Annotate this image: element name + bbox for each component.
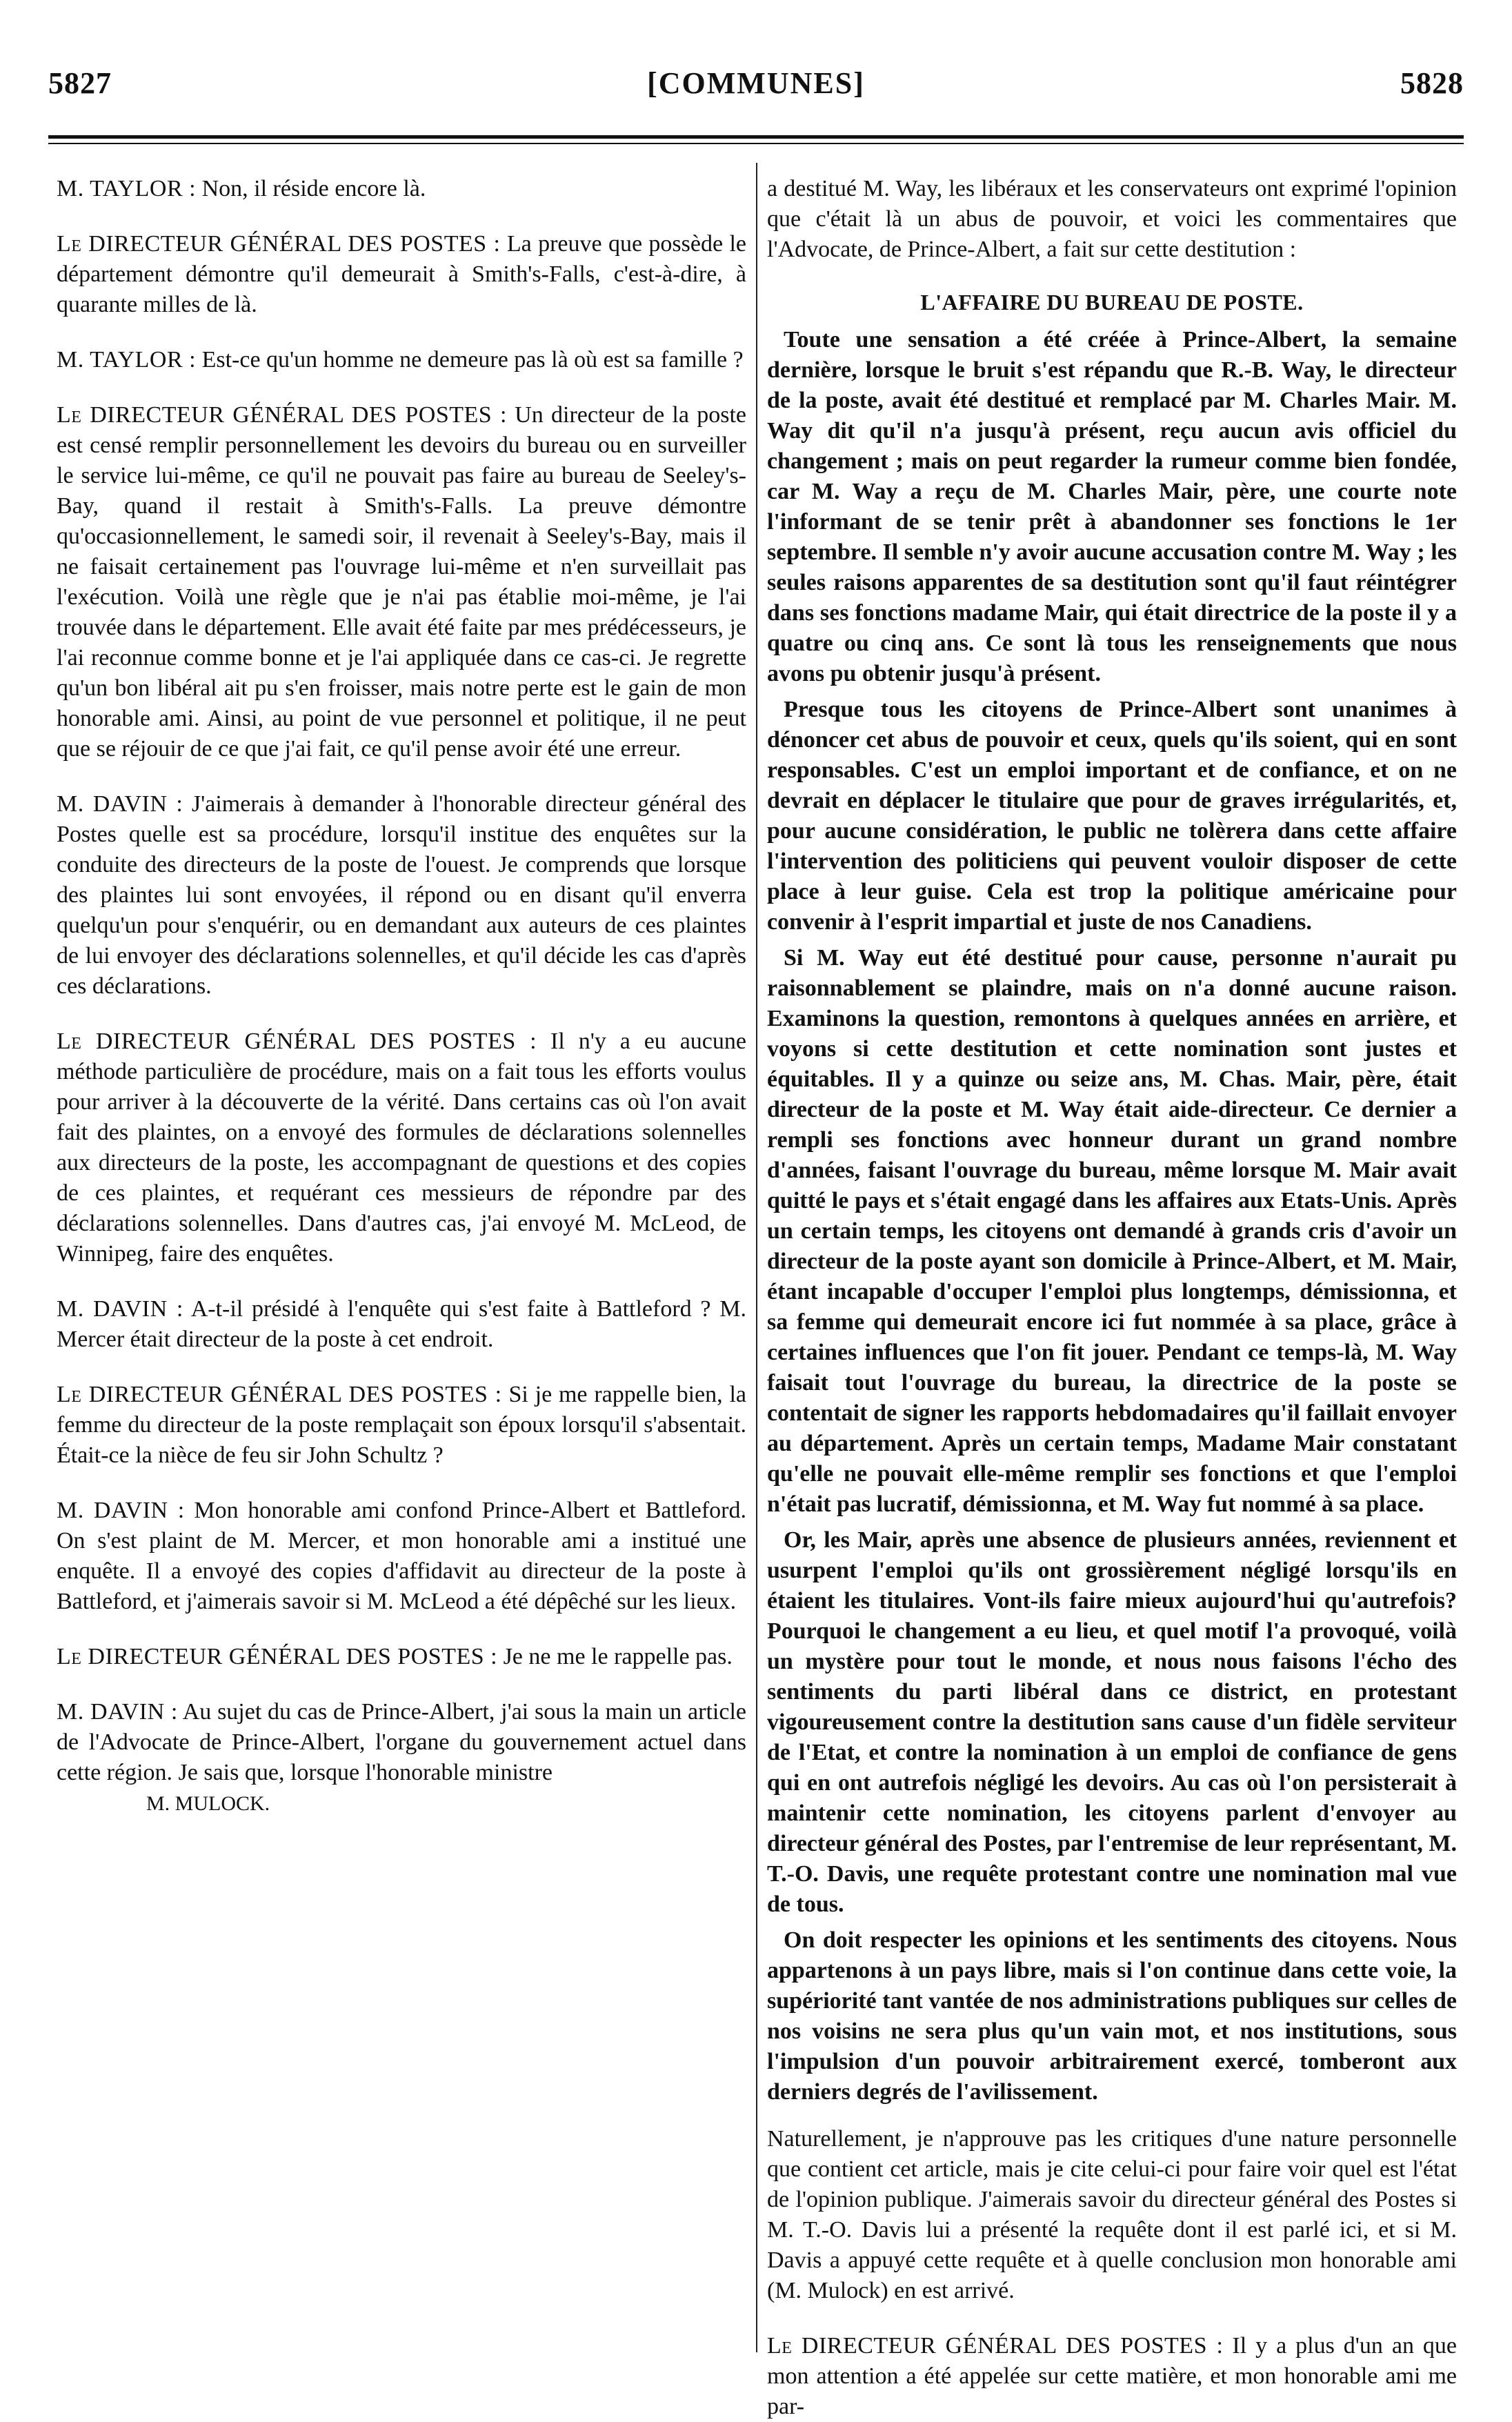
speaker-name: M. DAVIN :	[57, 1498, 185, 1523]
speaker-name: M. TAYLOR :	[57, 347, 197, 373]
clipping-paragraph: Presque tous les citoyens de Prince-Albert sont unanimes à dénoncer cet abus de pouvoir et ceux, quels qu'ils soient, qui en sont responsables. C'est un emploi important et de confiance, et on ne devrait en déplacer le titulaire que pour de graves irrégularités, et, pour aucune considération, le public ne tolèrera dans cette affaire l'intervention des politiciens qui peuvent vouloir disposer de cette place à leur guise. Cela est trop la politique américaine pour convenir à l'esprit impartial et juste de nos Canadiens.	[767, 697, 1457, 935]
speech-paragraph	[767, 2331, 1457, 2422]
left-page-number: 5827	[48, 66, 112, 100]
header-rule-thick	[48, 135, 1464, 139]
clipping-paragraph: Toute une sensation a été créée à Prince-Albert, la semaine dernière, lorsque le bruit s'est répandu que R.-B. Way, le directeur de la poste, avait été destitué et remplacé par M. Charles Mair. M. Way dit qu'il n'a jusqu'à présent, reçu aucun avis officiel du changement ; mais on peut regarder la rumeur comme bien fondée, car M. Way a reçu de M. Charles Mair, père, une courte note l'informant de se tenir prêt à abandonner ses fonctions le 1er septembre. Il semble n'y avoir aucune accusation contre M. Way ; les seules raisons apparentes de sa destitution sont qu'il faut réintégrer dans ses fonctions madame Mair, qui était directrice de la poste il y a quatre ou cinq ans. Ce sont là tous les renseignements que nous avons pu obtenir jusqu'à présent.	[767, 327, 1457, 686]
left-column	[57, 174, 746, 2352]
speech-paragraph	[57, 1697, 746, 1788]
speech-text: Est-ce qu'un homme ne demeure pas là où est sa famille ?	[196, 347, 744, 373]
column-divider	[756, 163, 757, 2352]
speech-paragraph	[57, 229, 746, 320]
speech-paragraph	[57, 1294, 746, 1355]
speech-text: J'aimerais à demander à l'honorable directeur général des Postes quelle est sa procédure, lorsqu'il institue des enquêtes sur la conduite des directeurs de la poste de l'ouest. Je comprends que lorsque des plaintes lui sont envoyées, il répond ou en disant qu'il enverra quelqu'un pour s'enquérir, ou en demandant aux auteurs de ces plaintes de lui envoyer des déclarations solennelles, et qu'il décide les cas d'après ces déclarations.	[57, 791, 746, 999]
clipping-paragraph: On doit respecter les opinions et les sentiments des citoyens. Nous appartenons à un pays libre, mais si l'on continue dans cette voie, la supériorité tant vantée de nos administrations publiques sur celles de nos voisins ne sera plus qu'un vain mot, et nos institutions, sous l'impulsion d'un pouvoir arbitrairement exercé, tomberont aux derniers degrés de l'avilissement.	[767, 1927, 1457, 2105]
speech-continuation: a destitué M. Way, les libéraux et les conservateurs ont exprimé l'opinion que c'était là un abus de pouvoir, et voici les commentaires que l'Advocate, de Prince-Albert, a fait sur cette destitution :	[767, 176, 1457, 262]
clipping-paragraph: Si M. Way eut été destitué pour cause, personne n'aurait pu raisonnablement se plaindre, mais on n'a donné aucune raison. Examinons la question, remontons à quelques années en arrière, et voyons si cette destitution et cette nomination sont justes et équitables. Il y a quinze ou seize ans, M. Chas. Mair, père, était directeur de la poste et M. Way était aide-directeur. Ce dernier a rempli ses fonctions avec honneur durant un grand nombre d'années, faisant l'ouvrage du bureau, même lorsque M. Mair avait quitté le pays et s'était engagé dans les affaires aux Etats-Unis. Après un certain temps, les citoyens ont demandé à grands cris d'avoir un directeur de la poste ayant son domicile à Prince-Albert, et M. Mair, étant incapable d'occuper l'emploi plus longtemps, démissionna, et sa femme qui demeurait encore ici fut nommée à sa place, grâce à certaines influences que l'on fit jouer. Pendant ce temps-là, M. Way faisait tout l'ouvrage du bureau, la directrice de la poste se contentait de signer les rapports hebdomadaires qu'il faillait envoyer au département. Après un certain temps, Madame Mair constatant qu'elle ne pouvait elle-même remplir ses fonctions et que l'emploi n'était pas lucratif, démissionna, et M. Way fut nommé à sa place.	[767, 945, 1457, 1517]
right-page-number: 5828	[1400, 66, 1464, 100]
speaker-name: M. DAVIN :	[57, 1296, 183, 1322]
clipping-paragraph: Or, les Mair, après une absence de plusieurs années, reviennent et usurpent l'emploi qu'ils ont grossièrement négligé lorsqu'ils en étaient les titulaires. Vont-ils faire mieux aujourd'hui qu'autrefois? Pourquoi le changement a eu lieu, et quel motif l'a provoqué, voilà un mystère pour tout le monde, et nous nous faisons l'écho des sentiments du parti libéral dans ce district, en protestant vigoureusement contre la destitution sans cause d'un fidèle serviteur de l'Etat, et contre la nomination à un emploi de confiance de gens qui en ont autrefois négligé les devoirs. Au cas où l'on persisterait à maintenir cette nomination, les citoyens parlent d'envoyer au directeur général des Postes, par l'entremise de leur représentant, M. T.-O. Davis, une requête protestant contre une nomination mal vue de tous.	[767, 1527, 1457, 1917]
page-header	[48, 55, 1464, 110]
right-column	[767, 174, 1457, 2419]
speech-paragraph	[57, 1642, 746, 1672]
header-rule-thin	[48, 143, 1464, 144]
article-title: L'AFFAIRE DU BUREAU DE POSTE.	[920, 290, 1304, 315]
speech-paragraph	[57, 400, 746, 764]
speech-text: Je ne me le rappelle pas.	[497, 1644, 733, 1669]
speaker-name: Le DIRECTEUR GÉNÉRAL DES POSTES :	[57, 1644, 498, 1669]
speech-paragraph: Naturellement, je n'approuve pas les critiques d'une nature personnelle que contient cet article, mais je cite celui-ci pour faire voir quel est l'état de l'opinion publique. J'aimerais savoir du directeur général des Postes si M. T.-O. Davis lui a présenté la requête dont il est parlé ici, et si M. Davis a appuyé cette requête et à quelle conclusion mon honorable ami (M. Mulock) en est arrivé.	[767, 2126, 1457, 2303]
speech-paragraph	[57, 789, 746, 1002]
speaker-name: Le DIRECTEUR GÉNÉRAL DES POSTES :	[767, 2333, 1224, 2359]
speaker-name: Le DIRECTEUR GÉNÉRAL DES POSTES :	[57, 1029, 537, 1054]
speaker-name: Le DIRECTEUR GÉNÉRAL DES POSTES :	[57, 402, 507, 428]
speech-text: A-t-il présidé à l'enquête qui s'est faite à Battleford ? M. Mercer était directeur de la poste à cet endroit.	[57, 1296, 746, 1352]
header-rule	[48, 135, 1464, 144]
speaker-name: Le DIRECTEUR GÉNÉRAL DES POSTES :	[57, 231, 501, 257]
speech-text: Un directeur de la poste est censé remplir personnellement les devoirs du bureau ou en surveiller le service lui-même, ce qu'il ne pouvait pas faire au bureau de Seeley's-Bay, quand il restait à Smith's-Falls. La preuve démontre qu'occasionnellement, le samedi soir, il revenait à Seeley's-Bay, mais il ne faisait certainement pas l'ouvrage lui-même et n'en surveillait pas l'exécution. Voilà une règle que je n'ai pas établie moi-même, je l'ai trouvée dans le département. Elle avait été faite par mes prédécesseurs, je l'ai reconnue comme bonne et je l'ai appliquée dans ce cas-ci. Je regrette qu'un bon libéral ait pu s'en froisser, mais notre perte est le gain de mon honorable ami. Ainsi, au point de vue personnel et politique, il ne peut que se réjouir de ce que j'ai fait, ce qu'il pense avoir été une erreur.	[57, 402, 746, 762]
speech-paragraph	[57, 174, 746, 204]
speech-paragraph	[57, 1026, 746, 1269]
speech-text: Non, il réside encore là.	[196, 176, 426, 201]
speech-text: La preuve que possède le département démontre qu'il demeurait à Smith's-Falls, c'est-à-dire, à quarante milles de là.	[57, 231, 746, 317]
speech-text: Il y a plus d'un an que mon attention a été appelée sur cette matière, et mon honorable ami me par-	[767, 2333, 1457, 2419]
running-title: [COMMUNES]	[647, 66, 865, 100]
speaker-name: M. DAVIN :	[57, 791, 183, 817]
speech-paragraph	[57, 345, 746, 375]
speech-paragraph	[57, 1380, 746, 1471]
speech-text: Au sujet du cas de Prince-Albert, j'ai sous la main un article de l'Advocate de Prince-Albert, l'organe du gouvernement actuel dans cette région. Je sais que, lorsque l'honorable ministre	[57, 1699, 746, 1785]
speech-text: Mon honorable ami confond Prince-Albert et Battleford. On s'est plaint de M. Mercer, et mon honorable ami a institué une enquête. Il a envoyé des copies d'affidavit au directeur de la poste à Battleford, et j'aimerais savoir si M. McLeod a été dépêché sur les lieux.	[57, 1498, 746, 1614]
newspaper-clipping	[767, 325, 1457, 2107]
speaker-name: M. TAYLOR :	[57, 176, 197, 201]
speaker-name: M. DAVIN :	[57, 1699, 178, 1725]
speech-text: Il n'y a eu aucune méthode particulière de procédure, mais on a fait tous les efforts voulus pour arriver à la découverte de la vérité. Dans certains cas où l'on avait fait des plaintes, on a envoyé des formules de déclarations solennelles aux directeurs de la poste, les accompagnant de questions et des copies de ces plaintes, et requérant ces messieurs de répondre par des déclarations solennelles. Dans d'autres cas, j'ai envoyé M. McLeod, de Winnipeg, faire des enquêtes.	[57, 1029, 746, 1267]
speaker-signature: M. MULOCK.	[146, 1792, 270, 1815]
speaker-name: Le DIRECTEUR GÉNÉRAL DES POSTES :	[57, 1382, 502, 1407]
speech-paragraph	[57, 1496, 746, 1617]
speech-text: Si je me rappelle bien, la femme du directeur de la poste remplaçait son époux lorsqu'il s'absentait. Était-ce la nièce de feu sir John Schultz ?	[57, 1382, 746, 1468]
